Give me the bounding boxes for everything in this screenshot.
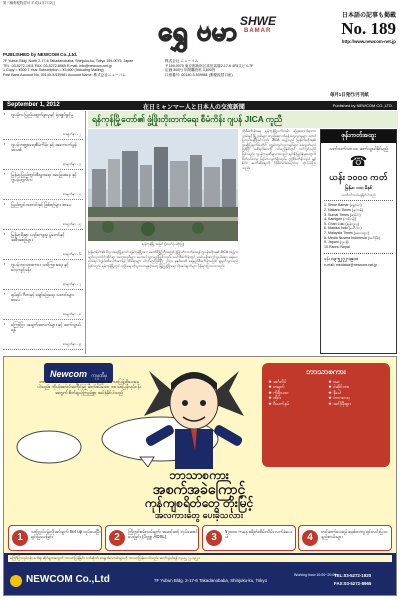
contents-item[interactable]	[3, 201, 83, 230]
ad-company-address: 7F Yubun Bldg. 2-17-6 Takadanobaba, Shinjuku-ku, Tokyo	[154, 578, 268, 583]
phone-card-title: ဖုန်းကတ်အထူး	[321, 130, 396, 143]
language-item: ★ ကိုရီးယား	[268, 389, 289, 395]
ad-phone[interactable]: TEL:03-5272-1920	[334, 573, 372, 578]
step-number: 4	[302, 530, 318, 546]
issue-header	[306, 8, 396, 72]
ad-headline-line: အလကားတွေ ပေးခဲ့သလား	[154, 510, 244, 520]
shop-item: 3. Sumai Times (ဆုမိုင်း)	[324, 212, 361, 217]
publisher-name: PUBLISHED by NEWCOM Co.,Ltd.	[3, 52, 78, 57]
ad-footer-note: ကြော်ငြာလုပ်ငန်း၊ စက်ရုံ၊ ဆိုင်များအတွက် ဘာသာပြန်ခြင်း၊ ဝဘ်ဆိုက်၊ စာရွက်စာတမ်းများကို ဘာသာပြန်ပေးပါသည်။ ဆက်သွယ်ရန် ၀၃-၅၂၇၂-၁၉၂၀	[8, 555, 392, 562]
masthead-logo	[158, 8, 276, 54]
step-number: 1	[12, 530, 28, 546]
website-link[interactable]: http://www.newcom-net.jp	[341, 39, 396, 44]
shop-item: 1. Shwe Bamar (ရွှေဗမာ)	[324, 203, 362, 208]
ad-headline	[64, 469, 334, 521]
contents-item-title: ကြော်ငြာ အချက်အလက်များ နှင့် ဆက်သွယ်ရန်	[11, 322, 81, 333]
shop-item: 2. Nakano Times (နကာနို)	[324, 208, 364, 212]
phone-card-price: ယန်း ၁၀၀၀ ကတ်	[329, 172, 388, 183]
logo-glyph: ရွှေ ဗမာ	[158, 17, 238, 47]
published-by: Published by NEWCOM CO.,LTD.	[332, 103, 393, 108]
contents-item-title: မြန်မာ့ရိုးရာ ယဉ်ကျေးမှု ပွဲတော်နှင့် အစီအစဉ်များ	[11, 232, 65, 243]
contents-item-page: စာမျက်နှာ - ၄	[62, 192, 81, 196]
ad-working-hours: Working hour:10:00~20:00	[294, 573, 337, 577]
address-line: 7F Yubun Bldg. North 2-17-6 Takadanobaba, Shinjuku-ku, Tokyo 169-0075, Japan	[3, 59, 134, 63]
address-line: Post Bank Account No. 00140-3-539981 Account Name: 株式会社ニューコム	[3, 72, 126, 77]
phone-card-contact	[324, 253, 393, 261]
phone-card-tel[interactable]: ၀၃-၅၂၇၂-၁၉၁၁	[331, 256, 359, 262]
publisher-address-jp	[165, 59, 305, 77]
contents-item-title: ရုပ်ရှင်၊ ဂီတနှင့် ဖျော်ဖြေရေး သတင်းများ စာပေ	[11, 292, 75, 303]
bullet-icon: ▪	[4, 262, 6, 266]
service-step	[298, 525, 392, 551]
ad-headline-line: အစက်အခဲကြောင့်	[152, 481, 246, 497]
phone-card-icon: ☎	[349, 153, 368, 170]
phone-card-note: လက်ငင်းဝယ်ယူနိုင်ပါသည်	[341, 192, 376, 197]
phone-card-subtitle: သက်သက်သာသာ ဆက်သွယ်နိုင်မည့်	[329, 146, 388, 151]
address-line-jp: 〒169-0075 東京都新宿区高田馬場2-17-6 4F5文ビル7F	[165, 63, 254, 68]
service-step	[8, 525, 102, 551]
publication-frequency: 毎月1日発行/月刊紙	[330, 92, 369, 97]
contents-item[interactable]	[3, 141, 83, 170]
step-number: 2	[109, 530, 125, 546]
contents-item-page: စာမျက်နှာ - ၅	[62, 222, 81, 226]
issue-date: September 1, 2012	[7, 102, 60, 108]
language-list-right	[328, 379, 388, 406]
contents-item[interactable]	[3, 261, 83, 290]
contents-column	[3, 111, 86, 354]
shop-item: 4. Kamigen (ကမိုဂန်း)	[324, 217, 356, 222]
issue-number: No. 189	[341, 19, 396, 38]
logo-text-bottom: BAMAR	[244, 28, 272, 34]
language-item: ★ တာဂလော့	[328, 395, 351, 401]
step-text: ကြိုတင်စမ်းသပ်ချက်၊ အဆင့်ဆင့် လုပ်ဆောင်ပေးခြင်း (မိတ္တူ၊ ADSL)	[128, 529, 198, 540]
language-item: ★ ဗီယက်နမ်	[268, 400, 290, 406]
contents-item-page: စာမျက်နှာ - ၃	[62, 162, 81, 166]
contents-item[interactable]	[3, 231, 83, 260]
newcom-translation-ad	[3, 356, 397, 596]
shop-item: 6. Mahika Indo (မဟီကာ)	[324, 226, 362, 231]
article-body-left: မြန်မာနိုင်ငံ၏ စီးပွားရေးမြို့တော် ရန်ကုန်မြို့အား ခေတ်မီမြို့ကြီးအဖြစ် ဖွံ့ဖြိုးတိုးတက်စေရန် ဂျပန်အစိုးရ၏ JICA အဖွဲ့က နည်းပညာပိုင်းဆိုင်ရာ အကူအညီများ ပေးအပ်သွားမည်ဖြစ်သည်။ ယင်းစီမံကိန်းတွင် လမ်းပန်းဆက်သွယ်ရေး၊ ရေပေးဝေရေး၊ လျှပ်စစ်ဓာတ်အားနှင့် အိမ်ရာများ ပါဝင်မည်ဖြစ်ပြီး ၂၀၄၀ ခုနှစ်အထိ ရေရှည်စီမံကိန်းအဖြစ် ချမှတ်သွားမည်ဖြစ်သည်။ ရန်ကုန်မြို့တွင် လူဦးရေ တိုးပွားလာမှုနှင့်အတူ မြို့ပြဖွံ့ဖြိုးရေး လိုအပ်ချက်များ ပိုမိုများပြားလာသည်။	[88, 250, 238, 268]
lead-photo	[88, 129, 238, 241]
contents-item-title: ဂျပန်ဘာသာစကား သင်ကြားရေး နှင့် လေ့ကျင့်ခန်း	[11, 262, 69, 273]
step-text: တင်ဆက်ပေးရန် စနစ်တကျ ရှင်းလင်းပြသ နည်းလမ်းများ	[321, 529, 388, 540]
contents-item[interactable]	[3, 171, 83, 200]
address-line: 1 Copy = ¥300 1 Year Subscription = ¥3,600 (Including Mailing)	[3, 68, 104, 73]
ad-intro: ဘာသာစကားအစုံ ၁၀ မျိုးကို ကျွမ်းကျင်စွာ ဘာသာပြန်ဆိုပေးနေပါသည်။ ကိုယ့်အလုပ်အကိုင်နှင့် ဆက်စပ်သော ဘာသာပြန်လုပ်ငန်း အတွက် စိတ်ချယုံကြည်စွာ အပ်နှံနိုင်ပါသည်	[37, 379, 141, 395]
contents-item-title: ပြည်တွင်းသတင်းနှင့် ဖြစ်စဉ်များ စာပေ	[11, 202, 72, 207]
city-skyline-image	[88, 129, 238, 241]
phone-card-email[interactable]: e-mail: mediabiz@newcom-net.jp	[324, 262, 378, 267]
language-item: ★ နီပေါ	[328, 389, 342, 395]
bullet-icon: ▪	[4, 142, 6, 146]
bullet-icon: ▪	[4, 292, 6, 296]
bullet-icon: ▪	[4, 172, 6, 176]
step-text: သင့်လုပ်ငန်းလိုအပ်ချက် Set up လုပ်ပေးပြီး ရှင်းပြပေးခြင်း	[31, 529, 101, 540]
contents-item-page: စာမျက်နှာ - ၂	[63, 132, 81, 136]
lead-headline	[88, 111, 398, 128]
publisher-address	[3, 59, 163, 77]
shop-item: 9. Japani (ဂျပန်)	[324, 240, 349, 245]
contents-item-page: စာမျက်နှာ - ၇	[62, 282, 81, 286]
language-item: ★ အင်ဒိုနီးရှား	[328, 400, 351, 406]
cartoon-businessman-icon	[129, 361, 259, 481]
contents-item-title: မြန်မာ့ပြည်တွင်းစီးပွားရေး အခြေအနေ နှင့် ဂျပန်ပုဂ္ဂလိက	[11, 172, 77, 183]
registration-strip: 第三種郵便物認可 平成11年7月2日	[3, 1, 56, 5]
language-panel	[262, 363, 390, 467]
newcom-logo-icon	[10, 575, 22, 587]
language-item: ★ ဗမာ	[328, 379, 340, 384]
contents-item-page: စာမျက်နှာ - ၆	[62, 252, 81, 256]
contents-item[interactable]	[3, 111, 83, 140]
language-item: ★ ဝဲဆိုင်းဘာ	[328, 384, 350, 390]
language-panel-title: ဘာသာစကား	[306, 367, 346, 376]
language-item: ★ အင်္ဂလိပ်	[268, 379, 287, 384]
shop-item: 8. Media Nusma Indonesia (အင်ဒိုနီး)	[324, 235, 381, 240]
contents-item[interactable]	[3, 291, 83, 320]
shop-item: 5. Chan Lulu (ချန်လူလူ)	[324, 221, 359, 226]
contents-item-title: ဂျပန်ဘဏ္ဍာရေးစီမံကိန်း နှင့် အကောက်ခွန်အသစ်	[11, 142, 77, 153]
ad-footer	[4, 553, 396, 595]
language-item: ★ တရုတ်	[268, 384, 285, 390]
phone-card-tel-label: ဖုန်း	[324, 256, 330, 262]
ad-brand-tag: ကုမ္ပဏီမှ	[91, 373, 108, 379]
phone-card-ad	[320, 129, 397, 354]
shop-item: 10.Pannu Nepal	[324, 244, 350, 249]
logo-text-top: SHWE	[240, 14, 276, 28]
photo-caption: ရန်ကုန်မြို့ အမြင် (ဓာတ်ပုံ-ထိုးပြ)	[141, 242, 185, 246]
language-list-left	[268, 379, 324, 406]
ad-headline-line: ကုန်ကျစရိတ်တွေ တိုးမြင့်	[144, 496, 254, 510]
service-step	[105, 525, 199, 551]
ad-headline-line: ဘာသာစကား	[169, 468, 229, 482]
step-text: ¥၃၀၀၀ ကနေ စရိတ်ထိမ်းသိမ်း လက်ခံပေးပါ	[225, 529, 292, 540]
step-number: 3	[206, 530, 222, 546]
address-line-jp: 口座番号: 00140-3-539981 (郵便振替口座)	[165, 72, 233, 77]
shop-item: 7. Malaysia Times (မလေးရှား)	[324, 230, 369, 235]
address-line: TEL: 03-5272-1911 FAX: 03-5272-8965 E-mail: info@newcom-net.jp	[3, 63, 112, 68]
language-item: ★ ထိုင်း	[268, 395, 281, 401]
lead-headline-text: ရန်ကုန်မြို့တော်၏ ဖွံ့ဖြိုးတိုးတက်ရေး စီမံကိန်း ဂျပန် JICA ကူညီ	[92, 114, 283, 124]
paper-slogan: 在日ミャンマー人と日本人の交流新聞	[143, 105, 245, 111]
address-line-jp: 定価 300円 年間購読料 3,600円	[165, 68, 216, 73]
contents-item-page: စာမျက်နှာ - ၈	[62, 312, 81, 316]
address-line-jp: 株式会社 ニューコム	[165, 59, 199, 63]
contents-item-page: စာမျက်နှာ - ၉	[62, 342, 81, 346]
jp-tagline: 日本語の記事も掲載	[341, 13, 396, 19]
date-bar	[3, 101, 397, 110]
contents-item-title: ဂျပန်က ပြည်ပထွက်ခွာမှုနှင့် ရုံးချုပ်ဖွင့်မှု	[11, 112, 74, 117]
bullet-icon: ▪	[4, 202, 6, 206]
ad-company-name: NEWCOM Co.,Ltd	[26, 574, 110, 585]
bullet-icon: ▪	[4, 232, 6, 236]
bullet-icon: ▪	[4, 112, 6, 116]
article-body-right: ထိုစီမံကိန်းအရ ရန်ကုန်မြို့ပတ်လမ်း၊ မြေအောက်ရထားလမ်းနှင့် မြို့သစ်များ တည်ဆောက်ရန် လေ့လာမှုများ စတင်ပြုလုပ်နေပြီဖြစ်သည်။ JICA အဖွဲ့သည် မြန်မာအစိုးရ၏ အဆိုပြုချက်အတိုင်း ကျွမ်းကျင်ပညာရှင်များ စေလွှတ်မည်ဖြစ်ပြီး အစီရင်ခံစာကို လာမည့်နှစ်တွင် တင်သွင်းမည်ဖြစ်သည်။ ဂျပန်ကုမ္ပဏီများကလည်း ရင်းနှီးမြှုပ်နှံမှုအတွက် စိတ်ဝင်စားမှု မြင့်မားလျက်ရှိသည်။ ဤစီမံကိန်းသည် နှစ်နိုင်ငံ ဆက်ဆံရေးကို ပိုမိုခိုင်မာစေမည်ဟု သုံးသပ်ကြသည်။	[242, 129, 316, 170]
contents-item[interactable]	[3, 321, 83, 350]
phone-card-minutes: မြန်မာ ၁၁၀ မိနစ်	[345, 185, 372, 191]
ad-brand-name: Newcom	[50, 369, 88, 379]
shop-list	[324, 200, 393, 249]
ad-fax: FAX:03-5272-8965	[334, 581, 372, 586]
service-step	[202, 525, 296, 551]
thought-bubble-icon	[14, 427, 84, 467]
bullet-icon: ▪	[4, 322, 6, 326]
